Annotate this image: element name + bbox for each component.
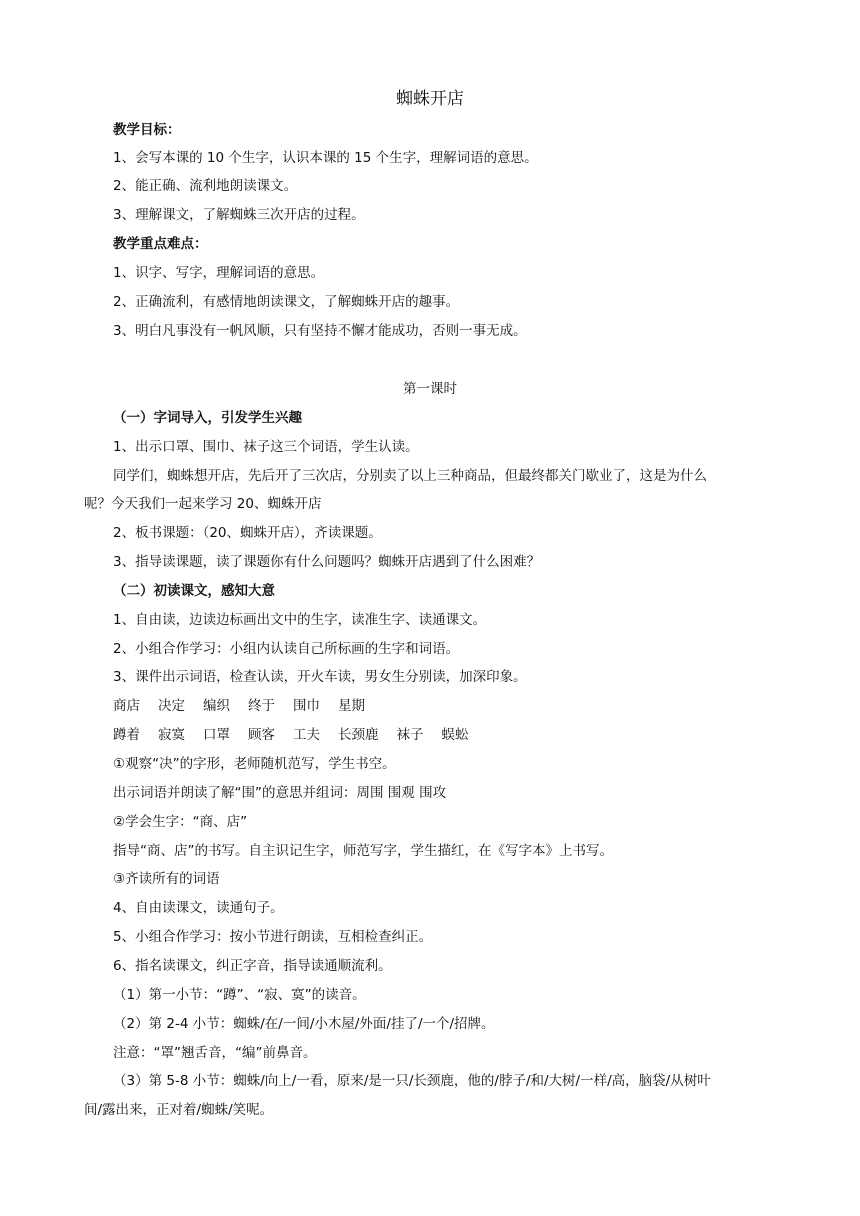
word: 围巾 (293, 698, 320, 714)
key-point-item: 1、识字、写字，理解词语的意思。 (113, 265, 325, 281)
word: 决定 (158, 698, 185, 714)
word: 袜子 (396, 727, 424, 743)
word: 编织 (203, 698, 230, 714)
section1-item: 1、出示口罩、围巾、袜子这三个词语，学生认读。 (113, 439, 419, 455)
section2-item: 6、指名读课文，纠正字音，指导读通顺流利。 (113, 958, 392, 974)
word: 商店 (113, 698, 140, 714)
word: 终于 (248, 698, 275, 714)
section2-note: ②学会生字：“商、店” (113, 814, 248, 830)
section2-item: 2、小组合作学习：小组内认读自己所标画的生字和词语。 (113, 641, 460, 657)
section2-item: 5、小组合作学习：按小节进行朗读，互相检查纠正。 (113, 929, 433, 945)
section2-subitem: 间/露出来，正对着/蜘蛛/笑呢。 (84, 1102, 274, 1118)
word: 寂寞 (158, 727, 185, 743)
word: 工夫 (293, 727, 320, 743)
section1-heading: （一）字词导入，引发学生兴趣 (113, 410, 302, 426)
objectives-heading: 教学目标： (113, 122, 181, 138)
word: 蜈蚣 (441, 727, 469, 743)
objective-item: 3、理解课文，了解蜘蛛三次开店的过程。 (113, 207, 365, 223)
section1-paragraph-line: 同学们，蜘蛛想开店，先后开了三次店，分别卖了以上三种商品，但最终都关门歇业了，这是为什么 (113, 468, 707, 484)
section2-note: ①观察“决”的字形，老师随机范写，学生书空。 (113, 756, 396, 772)
word: 星期 (338, 698, 365, 714)
section2-subitem: （3）第 5-8 小节：蜘蛛/向上/一看，原来/是一只/长颈鹿，他的/脖子/和/大树/一样/高，脑袋/从树叶 (113, 1073, 711, 1089)
word: 顾客 (248, 727, 275, 743)
lesson-title: 第一课时 (403, 381, 457, 397)
word-list-row (113, 697, 365, 715)
objective-item: 1、会写本课的 10 个生字，认识本课的 15 个生字，理解词语的意思。 (113, 150, 538, 166)
document-title: 蜘蛛开店 (396, 89, 464, 109)
section2-subitem: （2）第 2-4 小节：蜘蛛/在/一间/小木屋/外面/挂了/一个/招牌。 (113, 1016, 495, 1032)
objective-item: 2、能正确、流利地朗读课文。 (113, 178, 298, 194)
section2-item: 4、自由读课文，读通句子。 (113, 900, 284, 916)
section2-item: 3、课件出示词语，检查认读，开火车读，男女生分别读，加深印象。 (113, 669, 527, 685)
section2-note: ③齐读所有的词语 (113, 871, 220, 887)
key-points-heading: 教学重点难点： (113, 236, 208, 252)
word: 口罩 (203, 727, 230, 743)
section2-subitem-note: 注意：“罩”翘舌音，“编”前鼻音。 (113, 1045, 317, 1061)
key-point-item: 2、正确流利，有感情地朗读课文，了解蜘蛛开店的趣事。 (113, 294, 460, 310)
word: 蹲着 (113, 727, 140, 743)
section2-note: 指导“商、店”的书写。自主识记生字，师范写字，学生描红，在《写字本》上书写。 (113, 843, 613, 859)
section1-paragraph-line: 呢？今天我们一起来学习 20、蜘蛛开店 (84, 496, 322, 512)
word-list-row (113, 726, 469, 744)
section2-item: 1、自由读，边读边标画出文中的生字，读准生字、读通课文。 (113, 612, 487, 628)
section1-item: 2、板书课题：（20、蜘蛛开店），齐读课题。 (113, 525, 382, 541)
key-point-item: 3、明白凡事没有一帆风顺，只有坚持不懈才能成功，否则一事无成。 (113, 323, 527, 339)
section1-item: 3、指导读课题，读了课题你有什么问题吗？蜘蛛开店遇到了什么困难？ (113, 554, 541, 570)
section2-note: 出示词语并朗读了解“围”的意思并组词：周围 围观 围攻 (113, 785, 447, 801)
section2-subitem: （1）第一小节：“蹲”、“寂、寞”的读音。 (113, 987, 366, 1003)
section2-heading: （二）初读课文，感知大意 (113, 583, 275, 599)
word: 长颈鹿 (338, 727, 379, 743)
